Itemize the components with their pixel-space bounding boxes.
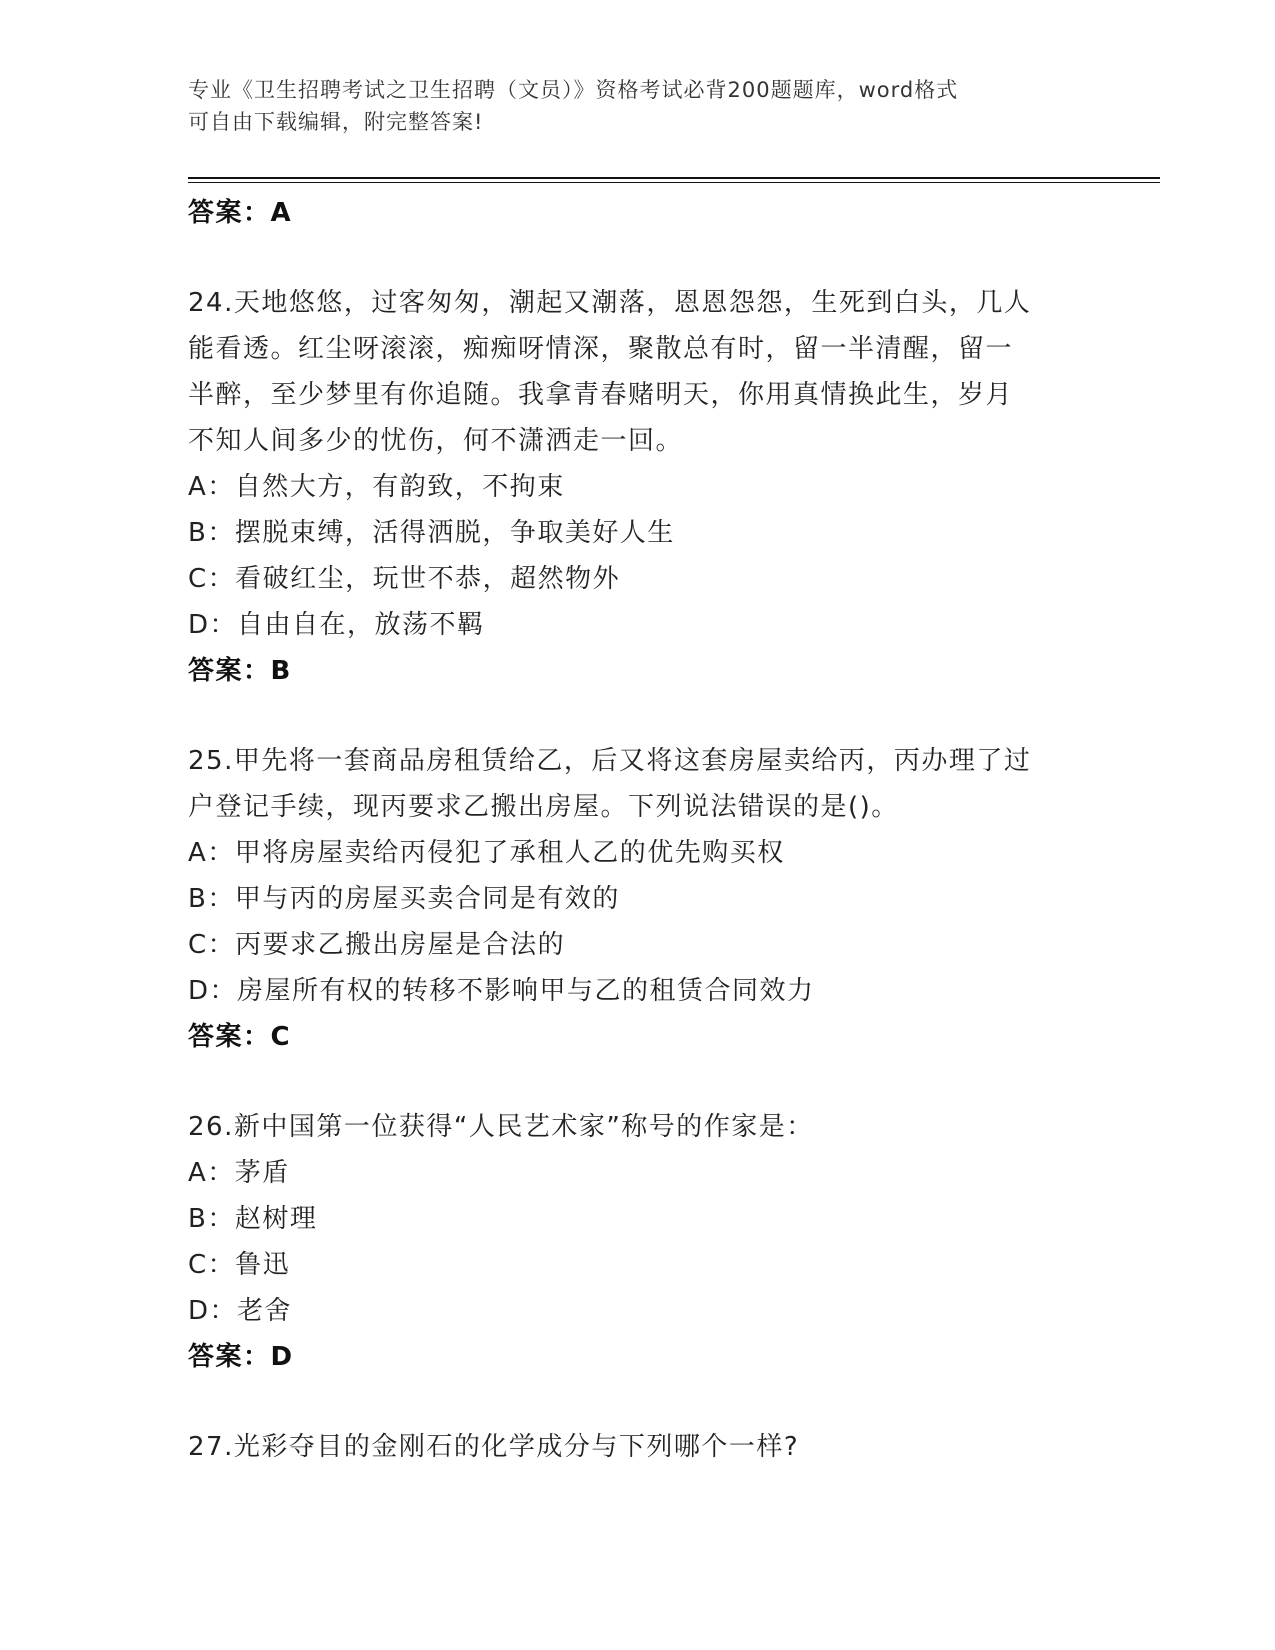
option-a: A：茅盾 xyxy=(188,1158,290,1188)
option-c: C：鲁迅 xyxy=(188,1250,291,1280)
option-a: A：甲将房屋卖给丙侵犯了承租人乙的优先购买权 xyxy=(188,838,785,868)
question-text-line: 25.甲先将一套商品房租赁给乙，后又将这套房屋卖给丙，丙办理了过 xyxy=(188,746,1032,776)
spacer xyxy=(188,1380,1088,1424)
spacer xyxy=(188,694,1088,738)
header-line-1: 专业《卫生招聘考试之卫生招聘（文员）》资格考试必背200题题库，word格式 xyxy=(188,78,959,102)
option-d: D：自由自在，放荡不羁 xyxy=(188,610,485,640)
question-text-line: 半醉，至少梦里有你追随。我拿青春赌明天，你用真情换此生，岁月 xyxy=(188,380,1014,410)
option-d: D：房屋所有权的转移不影响甲与乙的租赁合同效力 xyxy=(188,976,815,1006)
question-text-line: 能看透。红尘呀滚滚，痴痴呀情深，聚散总有时，留一半清醒，留一 xyxy=(188,334,1014,364)
header-divider-thick xyxy=(188,177,1160,179)
option-c: C：丙要求乙搬出房屋是合法的 xyxy=(188,930,566,960)
option-c: C：看破红尘，玩世不恭，超然物外 xyxy=(188,564,621,594)
option-a: A：自然大方，有韵致，不拘束 xyxy=(188,472,565,502)
question-text-line: 26.新中国第一位获得“人民艺术家”称号的作家是： xyxy=(188,1112,814,1142)
option-b: B：甲与丙的房屋买卖合同是有效的 xyxy=(188,884,620,914)
question-text-line: 24.天地悠悠，过客匆匆，潮起又潮落，恩恩怨怨，生死到白头，几人 xyxy=(188,288,1032,318)
question-24 xyxy=(188,280,1088,694)
question-text-line: 不知人间多少的忧伤，何不潇洒走一回。 xyxy=(188,426,684,456)
question-25 xyxy=(188,738,1088,1060)
question-list xyxy=(188,190,1088,1470)
answer-line: 答案：D xyxy=(188,1342,294,1372)
answer-line: 答案：B xyxy=(188,656,292,686)
header-line-2: 可自由下载编辑，附完整答案! xyxy=(188,110,484,134)
answer-line: 答案：C xyxy=(188,1022,292,1052)
question-27 xyxy=(188,1424,1088,1470)
question-text-line: 27.光彩夺目的金刚石的化学成分与下列哪个一样? xyxy=(188,1432,800,1462)
header-divider-thin xyxy=(188,182,1160,183)
question-text-line: 户登记手续，现丙要求乙搬出房屋。下列说法错误的是()。 xyxy=(188,792,899,822)
answer-line: 答案：A xyxy=(188,198,293,228)
question-26 xyxy=(188,1104,1088,1380)
option-b: B：赵树理 xyxy=(188,1204,318,1234)
page-header xyxy=(188,74,1068,138)
option-b: B：摆脱束缚，活得洒脱，争取美好人生 xyxy=(188,518,675,548)
spacer xyxy=(188,236,1088,280)
spacer xyxy=(188,1060,1088,1104)
option-d: D：老舍 xyxy=(188,1296,293,1326)
